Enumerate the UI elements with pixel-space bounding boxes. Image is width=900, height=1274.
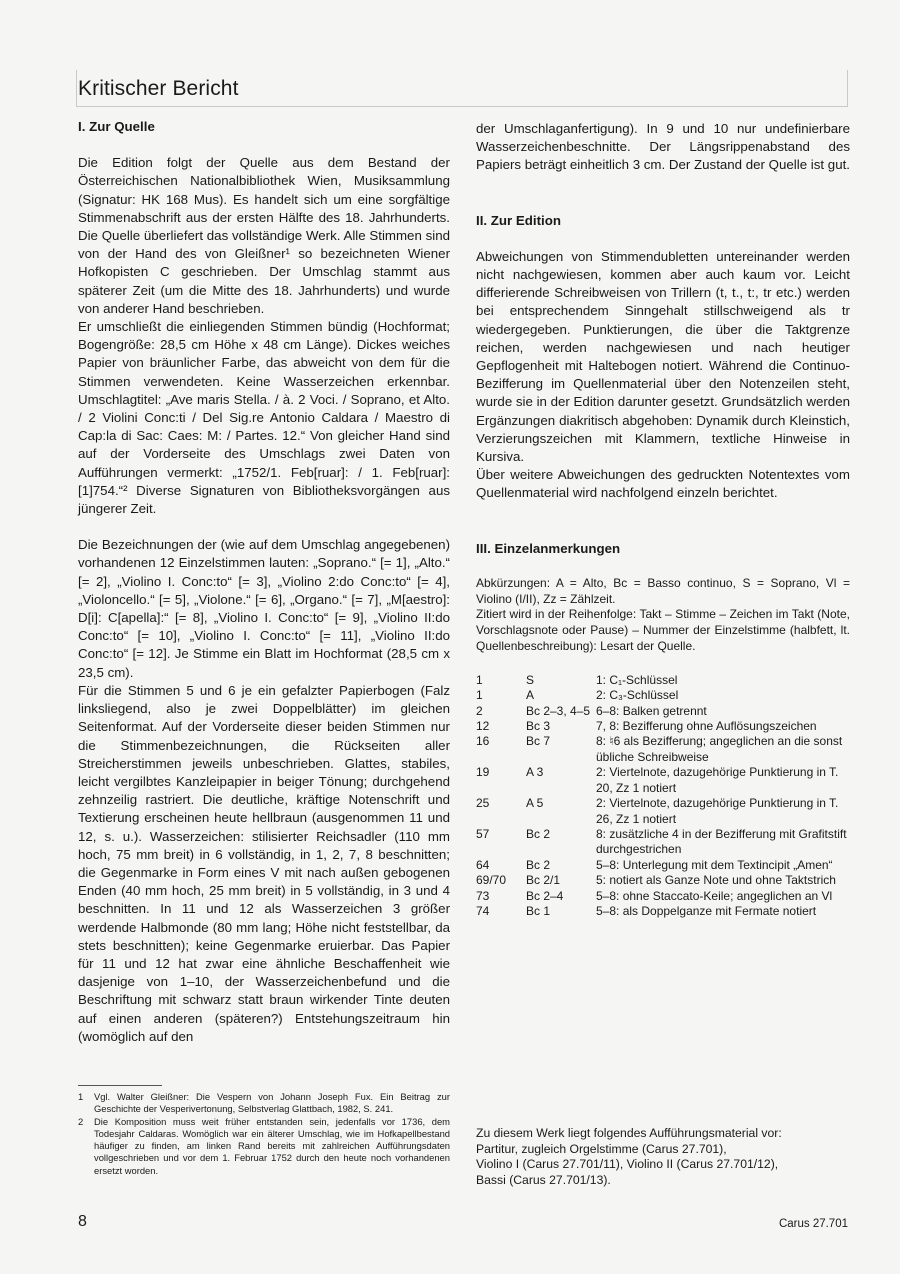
note-text: 2: Viertelnote, dazugehörige Punktierung in T. 26, Zz 1 notiert <box>596 796 839 826</box>
note-row <box>476 858 850 873</box>
note-text: 7, 8: Bezifferung ohne Auflösungszeichen <box>596 719 817 734</box>
footnote-number: 2 <box>78 1115 84 1127</box>
material-line: Violino I (Carus 27.701/11), Violino II (Carus 27.701/12), <box>476 1157 779 1172</box>
note-part: Bc 3 <box>526 719 551 734</box>
note-text: 8: zusätzliche 4 in der Bezifferung mit Grafitstift durchgestrichen <box>596 826 847 857</box>
note-bar: 2 <box>476 703 483 718</box>
page-title: Kritischer Bericht <box>78 77 239 100</box>
note-row <box>476 688 850 703</box>
note-part: Bc 1 <box>526 903 551 918</box>
note-bar: 57 <box>476 826 490 841</box>
note-part: A 3 <box>526 765 544 780</box>
paragraph: der Umschlaganfertigung). In 9 und 10 nur undefinierbare Wasserzeichenbeschnitte. Der Längsrippenabstand des Papiers beträgt einheitlich 3 cm. Der Zustand der Quelle ist gut. <box>476 121 850 173</box>
note-row <box>476 873 850 888</box>
note-bar: 64 <box>476 857 490 872</box>
footnote <box>78 1091 450 1116</box>
note-bar: 69/70 <box>476 873 507 888</box>
footnote-text: Vgl. Walter Gleißner: Die Vespern von Johann Joseph Fux. Ein Beitrag zur Geschichte der Vesperivertonung, Selbstverlag Glattbach, 1982, S. 241. <box>94 1091 450 1115</box>
note-row <box>476 904 850 919</box>
note-row <box>476 765 850 796</box>
note-part: Bc 2–4 <box>526 888 564 903</box>
note-part: A <box>526 688 535 703</box>
section-heading-notes: III. Einzelanmerkungen <box>476 540 621 556</box>
material-line: Partitur, zugleich Orgelstimme (Carus 27.701), <box>476 1141 727 1156</box>
note-bar: 16 <box>476 734 490 749</box>
note-part: Bc 2–3, 4–5 <box>526 703 591 718</box>
catalog-number: Carus 27.701 <box>778 1218 848 1230</box>
note-part: Bc 2 <box>526 826 551 841</box>
note-row <box>476 734 850 765</box>
note-bar: 19 <box>476 765 490 780</box>
paragraph: Die Bezeichnungen der (wie auf dem Umschlag angegebenen) vorhandenen 12 Einzelstimmen lauten: „Soprano.“ [= 1], „Alto.“ [= 2], „Violino I. Conc:to“ [= 3], „Violino 2:do Conc:to“ [= 4], „Violoncello.“ [= 5], „Violone.“ [= 6], „Organo.“ [= 7], „M[aestro]: D[i]: C[apella]:“ [= 8], „Violino I. Conc:to“ [= 9], „Violino II:do Conc:to“ [= 10], „Violino I. Conc:to“ [= 11], „Violino II:do Conc:to“ [= 12]. Je Stimme ein Blatt im Hochformat (28,5 cm x 23,5 cm). <box>78 537 450 680</box>
note-part: Bc 2 <box>526 857 551 872</box>
section-heading-edition: II. Zur Edition <box>476 212 561 228</box>
note-row <box>476 889 850 904</box>
note-bar: 1 <box>476 688 483 703</box>
note-text: 6–8: Balken getrennt <box>596 703 707 718</box>
note-part: A 5 <box>526 796 544 811</box>
paragraph: Er umschließt die einliegenden Stimmen bündig (Hochformat; Bogengröße: 28,5 cm Höhe x 48 cm Länge). Dickes weiches Papier von bräunlicher Farbe, das abweicht von dem für die Stimmen verwendeten. Keine Wasserzeichen erkennbar. Umschlagtitel: „Ave maris Stella. / à. 2 Voci. / Soprano, et Alto. / 2 Violini Conc:ti / Del Sig.re Antonio Caldara / Maestro di Cap:la di Sac: Caes: M: / Partes. 12.“ Von gleicher Hand sind auf der Vorderseite des Umschlags zwei Daten von Aufführungen vermerkt: „1752/1. Feb[ruar]: / 1. Feb[ruar]: [1]754.“² Diverse Signaturen von Bibliotheksvorgängen aus jüngerer Zeit. <box>78 319 450 517</box>
material-line: Zu diesem Werk liegt folgendes Aufführungsmaterial vor: <box>476 1126 782 1140</box>
title-frame-left <box>76 70 77 106</box>
note-row <box>476 796 850 827</box>
note-text: 2: C₃-Schlüssel <box>596 688 679 703</box>
note-row <box>476 673 850 688</box>
note-bar: 25 <box>476 796 490 811</box>
paragraph: Über weitere Abweichungen des gedruckten Notentextes vom Quellenmaterial wird nachfolgend einzeln berichtet. <box>476 467 850 501</box>
note-bar: 1 <box>476 672 483 687</box>
footnote <box>78 1116 450 1177</box>
note-part: Bc 7 <box>526 734 551 749</box>
note-row <box>476 827 850 858</box>
notes-table <box>476 673 850 920</box>
section-heading-source: I. Zur Quelle <box>78 119 155 134</box>
note-text: 5–8: als Doppelganze mit Fermate notiert <box>596 903 817 918</box>
note-text: 1: C₁-Schlüssel <box>596 672 678 687</box>
footnote-number: 1 <box>78 1091 84 1102</box>
note-part: S <box>526 672 535 687</box>
note-text: 5–8: Unterlegung mit dem Textincipit „Amen“ <box>596 857 833 872</box>
abbreviations: Abkürzungen: A = Alto, Bc = Basso continuo, S = Soprano, Vl = Violino (I/II), Zz = Zählzeit. <box>476 575 850 606</box>
paragraph: Für die Stimmen 5 und 6 je ein gefalzter Papierbogen (Falz linksliegend, also je zwei Doppelblätter) im gleichen Seitenformat. Auf der Vorderseite dieser beiden Stimmen nur die Stimmenbezeichnungen, die Rückseiten aller Streicherstimmen jeweils unbeschrieben. Glattes, stabiles, leicht vergilbtes Kanzleipapier in beiger Tönung; durchgehend zehnzeilig rastriert. Die deutliche, kräftige Notenschrift und Textierung erscheinen heute hellbraun (ausgenommen 11 und 12, s. u.). Wasserzeichen: stilisierter Reichsadler (110 mm hoch, 75 mm breit) in 6 vollständig, in 1, 2, 7, 8 beschnitten; die Gegenmarke in Form eines V mit nach außen gebogenen Enden (40 mm hoch, 25 mm breit) in 5 vollständig, in 3 und 4 beschnitten. In 11 und 12 als Wasserzeichen 3 größer werdende Halbmonde (80 mm lang; Höhe nicht feststellbar, da stets beschnitten); keine Gegenmarke eruierbar. Das Papier für 11 und 12 hat zwar eine ähnliche Beschaffenheit wie dasjenige von 1–10, der Wasserzeichenbefund und die Beschriftung mit schwarz statt braun wirkender Tinte deuten auf einen anderen (späteren?) Entstehungszeitraum hin (womöglich auf den <box>78 682 450 1044</box>
paragraph: Abweichungen von Stimmendubletten untereinander werden nicht nachgewiesen, kommen aber auch kaum vor. Leicht differierende Schreibweisen von Trillern (t, t., t:, tr etc.) werden bei entsprechendem Sinngehalt stillschweigend als tr wiedergegeben. Punktierungen, die über die Taktgrenze reichen, werden nachgewiesen und nach heutiger Gepflogenheit mit Haltebogen notiert. Während die Continuo-Bezifferung im Quellenmaterial über den Notenzeilen steht, wurde sie in der Edition darunter gesetzt. Grundsätzlich werden Ergänzungen diakritisch abgehoben: Dynamik durch Kleinstich, Verzierungszeichen mit Klammern, textliche Hinweise in Kursiva. <box>476 248 850 465</box>
note-text: 2: Viertelnote, dazugehörige Punktierung in T. 20, Zz 1 notiert <box>596 765 839 795</box>
footnote-text: Die Komposition muss weit früher entstanden sein, jedenfalls vor 1736, dem Todesjahr Caldaras. Womöglich war ein älterer Umschlag, wie im Hofkapellbestand häufiger zu finden, am linken Rand bereits mit zahlreichen Aufführungsdaten vollgeschrieben und vor dem 1. Februar 1752 durch den heute noch vorhandenen ersetzt worden. <box>94 1115 450 1176</box>
note-part: Bc 2/1 <box>526 873 561 888</box>
performance-material <box>476 1126 850 1188</box>
citation-order: Zitiert wird in der Reihenfolge: Takt – Stimme – Zeichen im Takt (Note, Vorschlagsnote oder Pause) – Nummer der Einzelstimme (halbfett, lt. Quellenbeschreibung): Lesart der Quelle. <box>476 607 850 654</box>
note-row <box>476 704 850 719</box>
note-text: 5–8: ohne Staccato-Keile; angeglichen an Vl <box>596 888 833 903</box>
note-bar: 12 <box>476 719 490 734</box>
footnotes <box>78 1091 450 1177</box>
material-line: Bassi (Carus 27.701/13). <box>476 1172 611 1187</box>
note-bar: 74 <box>476 903 490 918</box>
title-rule <box>76 106 848 107</box>
note-row <box>476 719 850 734</box>
footnote-rule <box>78 1085 162 1086</box>
right-column <box>476 120 850 919</box>
paragraph: Die Edition folgt der Quelle aus dem Bestand der Österreichischen Nationalbibliothek Wien, Musiksammlung (Signatur: HK 168 Mus). Es handelt sich um eine sorgfältige Stimmenabschrift aus der ersten Hälfte des 18. Jahrhunderts. Die Quelle überliefert das vollständige Werk. Alle Stimmen sind von der Hand des von Gleißner¹ so bezeichneten Wiener Hofkopisten C geschrieben. Der Umschlag stammt aus späterer Zeit (um die Mitte des 18. Jahrhunderts) und wurde von anderer Hand beschrieben. <box>78 155 450 316</box>
note-bar: 73 <box>476 888 490 903</box>
note-text: 8: ♮6 als Bezifferung; angeglichen an die sonst übliche Schreibweise <box>596 734 843 764</box>
title-frame-right <box>847 70 848 106</box>
page-number: 8 <box>78 1213 87 1230</box>
left-column <box>78 118 450 1046</box>
note-text: 5: notiert als Ganze Note und ohne Taktstrich <box>596 873 836 888</box>
